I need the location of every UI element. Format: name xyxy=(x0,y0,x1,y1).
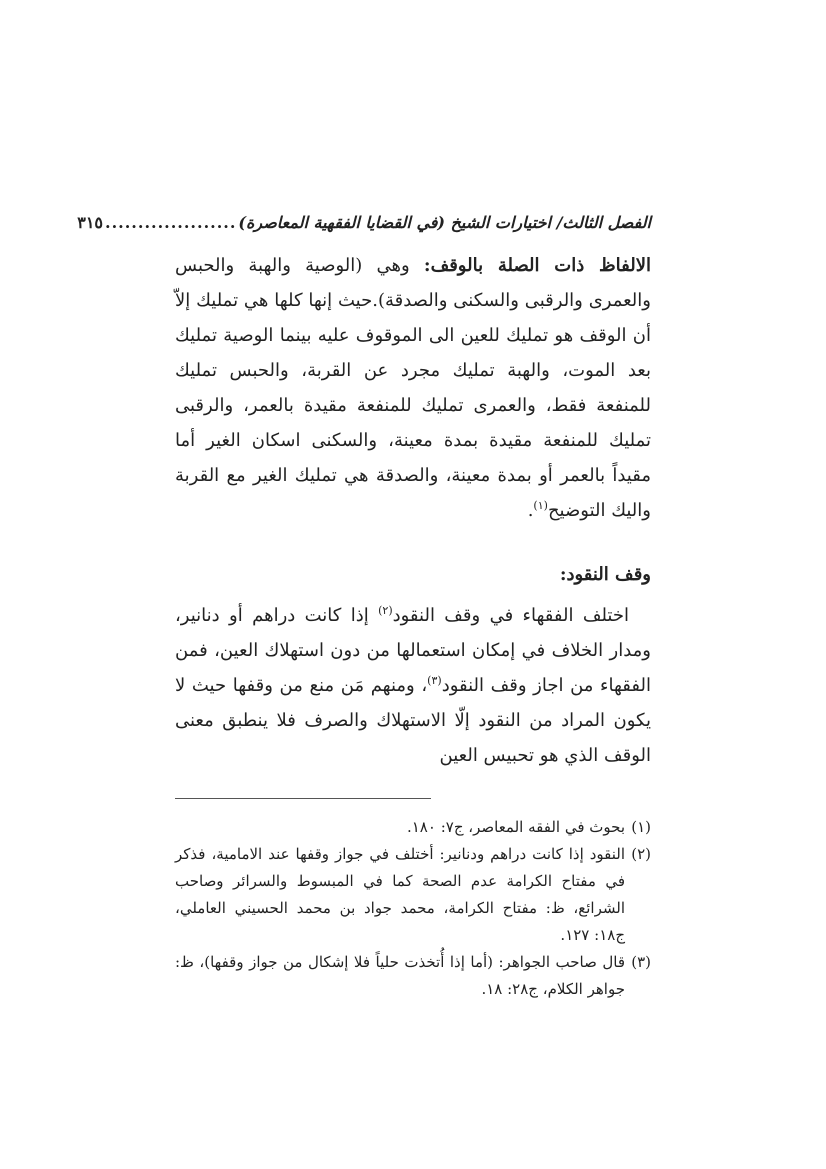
footnote-divider xyxy=(175,798,431,799)
footnote-text: بحوث في الفقه المعاصر، ج٧: ١٨٠. xyxy=(406,818,625,836)
header-leader-dots: .................... xyxy=(105,213,237,232)
paragraph-end: . xyxy=(527,500,534,521)
footnote-item xyxy=(175,949,651,1003)
footnotes xyxy=(175,814,651,1003)
footnote-text: قال صاحب الجواهر: (أما إذا أُتخذت حلياً فلا إشكال من جواز وقفها)، ظ: جواهر الكلام، ج٢٨: ١٨. xyxy=(175,953,625,998)
section-heading: وقف النقود: xyxy=(559,564,651,585)
footnote-text: النقود إذا كانت دراهم ودنانير: أختلف في جواز وقفها عند الامامية، فذكر في مفتاح الكرامة عدم الصحة كما في المبسوط والسرائر وصاحب الشرائع، ظ: مفتاح الكرامة، محمد جواد بن محمد الحسيني العاملي، ج١٨: ١٢٧. xyxy=(175,845,625,944)
page-body xyxy=(77,208,651,1003)
footnote-item xyxy=(175,814,651,841)
chapter-title: الفصل الثالث/ اختيارات الشيخ (في القضايا الفقهية المعاصرة) xyxy=(238,213,651,232)
paragraph-text-b: إذا كانت دراهم أو دنانير، ومدار الخلاف في إمكان استعمالها من دون استهلاك العين، فمن الفقهاء من اجاز وقف النقود xyxy=(175,605,651,696)
page-number: ٣١٥ xyxy=(77,213,104,232)
paragraph-text-a: اختلف الفقهاء في وقف النقود xyxy=(392,605,629,626)
footnote-ref-3: (٣) xyxy=(427,674,442,687)
footnote-mark: (٣) xyxy=(631,953,651,971)
footnote-ref-2: (٢) xyxy=(378,604,393,617)
running-header xyxy=(77,208,651,238)
paragraph-text: وهي (الوصية والهبة والحبس والعمرى والرقبى والسكنى والصدقة).حيث إنها كلها هي تمليك إلاّ أن الوقف هو تمليك للعين الى الموقوف عليه بينما الوصية تمليك بعد الموت، والهبة تمليك مجرد عن القربة، والحبس تمليك للمنفعة فقط، والعمرى تمليك للمنفعة مقيدة بالعمر، والرقبى تمليك للمنفعة مقيدة بمدة معينة، والسكنى اسكان الغير أما مقيداً بالعمر أو بمدة معينة، والصدقة هي تمليك الغير مع القربة واليك التوضيح xyxy=(175,255,651,521)
footnote-mark: (١) xyxy=(631,818,651,836)
paragraph-text-c: ، ومنهم مَن منع من وقفها حيث لا يكون المراد من النقود إلّا الاستهلاك والصرف فلا ينطبق معنى الوقف الذي هو تحبيس العين xyxy=(175,675,651,766)
footnote-item xyxy=(175,841,651,949)
paragraph-cash-waqf xyxy=(175,598,651,773)
paragraph-related-terms xyxy=(175,248,651,528)
footnote-mark: (٢) xyxy=(631,845,651,863)
term-heading: الالفاظ ذات الصلة بالوقف: xyxy=(423,255,651,276)
footnote-ref-1: (١) xyxy=(533,499,548,512)
